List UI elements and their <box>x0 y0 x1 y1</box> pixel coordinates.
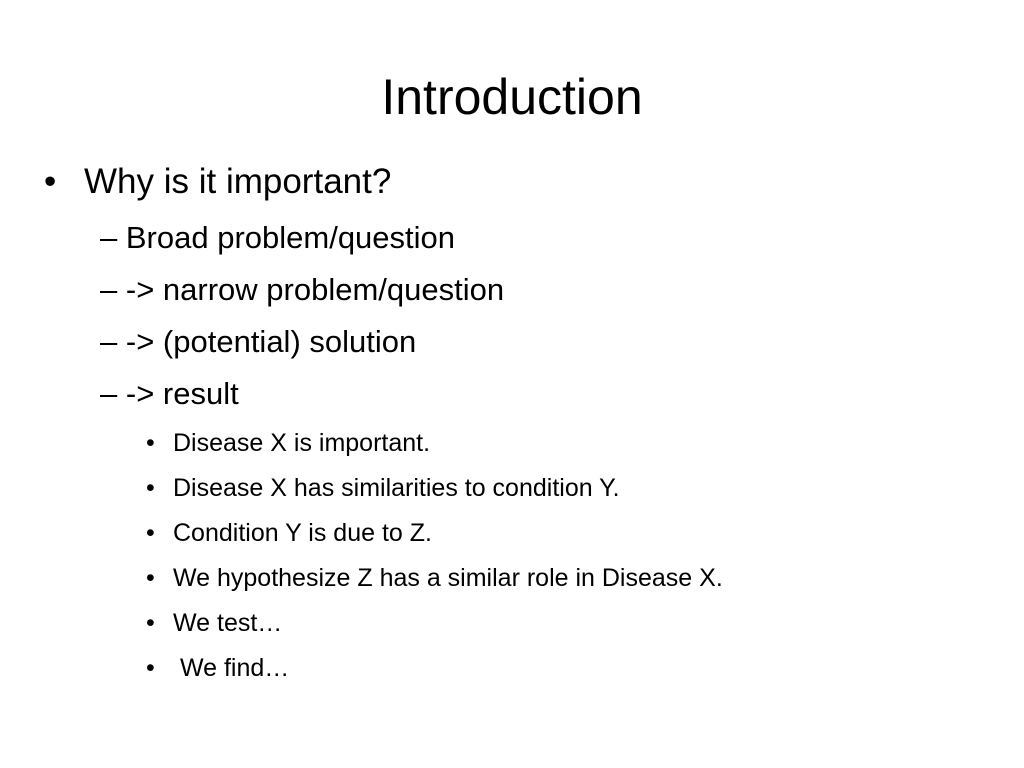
sub-item-text: -> result <box>125 376 239 411</box>
sub-item-text: -> narrow problem/question <box>125 272 505 307</box>
sub-item <box>100 374 239 414</box>
dash-marker: – <box>100 272 118 307</box>
nested-bullet-text: Condition Y is due to Z. <box>173 519 432 547</box>
nested-bullet-text: Disease X is important. <box>173 429 431 457</box>
sub-item <box>100 322 416 362</box>
bullet-marker: • <box>146 609 155 637</box>
bullet-marker: • <box>146 429 155 457</box>
bullet-marker: • <box>146 519 155 547</box>
dash-marker: – <box>100 376 118 411</box>
bullet-marker: • <box>146 474 155 502</box>
nested-bullet-text: We hypothesize Z has a similar role in Disease X. <box>173 564 723 592</box>
bullet-marker: • <box>44 162 57 201</box>
nested-bullet-text: Disease X has similarities to condition Y. <box>173 474 620 502</box>
dash-marker: – <box>100 324 118 359</box>
dash-marker: – <box>100 220 118 255</box>
sub-item-text: Broad problem/question <box>125 220 456 255</box>
bullet-marker: • <box>146 564 155 592</box>
nested-bullet-text: We find… <box>173 654 290 682</box>
sub-item-text: -> (potential) solution <box>125 324 417 359</box>
sub-item <box>100 270 504 310</box>
sub-item <box>100 218 455 258</box>
slide-title: Introduction <box>381 69 643 125</box>
bullet-text: Why is it important? <box>84 162 392 201</box>
bullet-marker: • <box>146 654 155 682</box>
nested-bullet-text: We test… <box>173 609 283 637</box>
